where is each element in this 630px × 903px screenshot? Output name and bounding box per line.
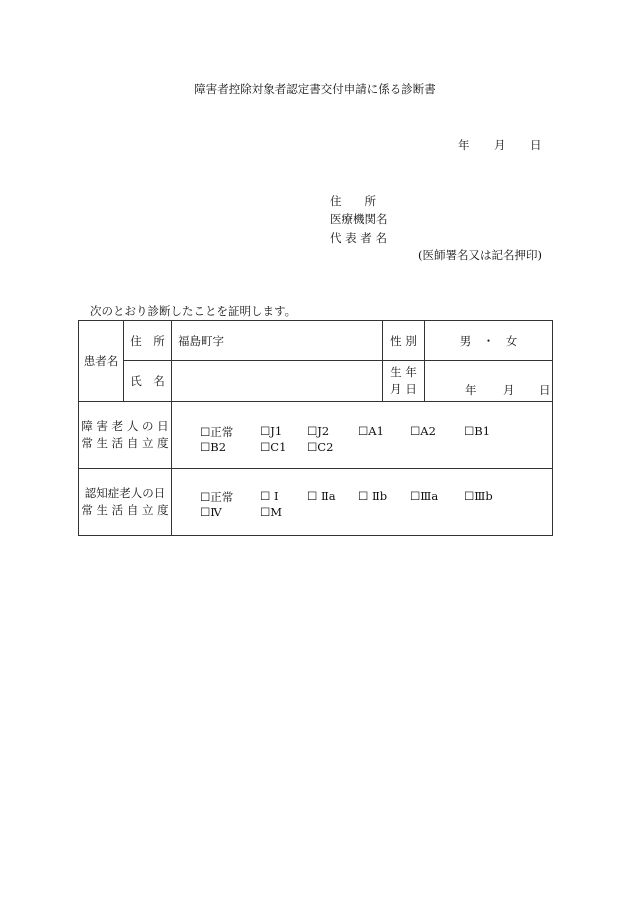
signature-note: (医師署名又は記名押印) <box>418 248 542 262</box>
patient-group-label: 患者名 <box>79 321 124 402</box>
disability-option-a1[interactable]: ☐A1 <box>358 423 384 438</box>
dementia-option-2b[interactable]: ☐ Ⅱb <box>358 488 388 503</box>
disability-row <box>79 402 553 469</box>
diagnosis-table <box>78 320 553 536</box>
disability-option-j1[interactable]: ☐J1 <box>260 423 283 438</box>
issuer-institution-label: 医療機関名 <box>330 212 388 226</box>
dementia-row <box>79 469 553 536</box>
document-title: 障害者控除対象者認定書交付申請に係る診断書 <box>194 82 436 96</box>
disability-options <box>172 402 553 469</box>
sex-label: 性 別 <box>383 321 425 361</box>
patient-address-label: 住 所 <box>124 321 172 361</box>
disability-option-a2[interactable]: ☐A2 <box>410 423 436 438</box>
disability-label-line1: 障 害 老 人 の 日 <box>81 419 169 433</box>
disability-option-c1[interactable]: ☐C1 <box>260 439 287 454</box>
dementia-option-m[interactable]: ☐M <box>260 504 283 519</box>
disability-option-j2[interactable]: ☐J2 <box>307 423 330 438</box>
date-year-label: 年 <box>458 138 470 152</box>
dementia-options <box>172 469 553 536</box>
certification-statement: 次のとおり診断したことを証明します。 <box>90 304 297 318</box>
patient-name-field[interactable] <box>172 361 383 402</box>
disability-option-normal[interactable]: ☐正常 <box>200 424 234 439</box>
sex-options: 男 ・ 女 <box>425 321 553 361</box>
dementia-label-line2: 常 生 活 自 立 度 <box>81 503 169 517</box>
patient-address-row <box>79 321 553 361</box>
disability-label-line2: 常 生 活 自 立 度 <box>81 436 169 450</box>
disability-option-b2[interactable]: ☐B2 <box>200 439 227 454</box>
disability-option-c2[interactable]: ☐C2 <box>307 439 334 454</box>
dementia-option-3a[interactable]: ☐Ⅲa <box>410 488 439 503</box>
dementia-option-1[interactable]: ☐ Ⅰ <box>260 488 279 503</box>
patient-address-value: 福島町字 <box>172 321 383 361</box>
dementia-label-line1: 認知症老人の日 <box>84 486 166 500</box>
birth-day-label: 日 <box>539 382 551 397</box>
birthdate-label <box>383 361 425 402</box>
dementia-option-2a[interactable]: ☐ Ⅱa <box>307 488 336 503</box>
date-month-label: 月 <box>494 138 506 152</box>
issuer-representative-label: 代 表 者 名 <box>330 231 387 245</box>
birth-month-label: 月 <box>503 382 515 397</box>
dementia-option-4[interactable]: ☐Ⅳ <box>200 504 222 519</box>
date-day-label: 日 <box>530 138 542 152</box>
birth-year-label: 年 <box>465 382 477 397</box>
patient-name-row <box>79 361 553 402</box>
dementia-option-3b[interactable]: ☐Ⅲb <box>464 488 493 503</box>
birthdate-label-line1: 生 年 <box>390 365 417 379</box>
dementia-option-normal[interactable]: ☐正常 <box>200 489 234 504</box>
birthdate-field[interactable] <box>425 361 553 402</box>
birthdate-label-line2: 月 日 <box>390 382 417 396</box>
disability-option-b1[interactable]: ☐B1 <box>464 423 491 438</box>
dementia-label <box>79 469 172 536</box>
disability-label <box>79 402 172 469</box>
patient-name-label: 氏 名 <box>124 361 172 402</box>
issuer-address-label: 住 所 <box>330 194 376 208</box>
